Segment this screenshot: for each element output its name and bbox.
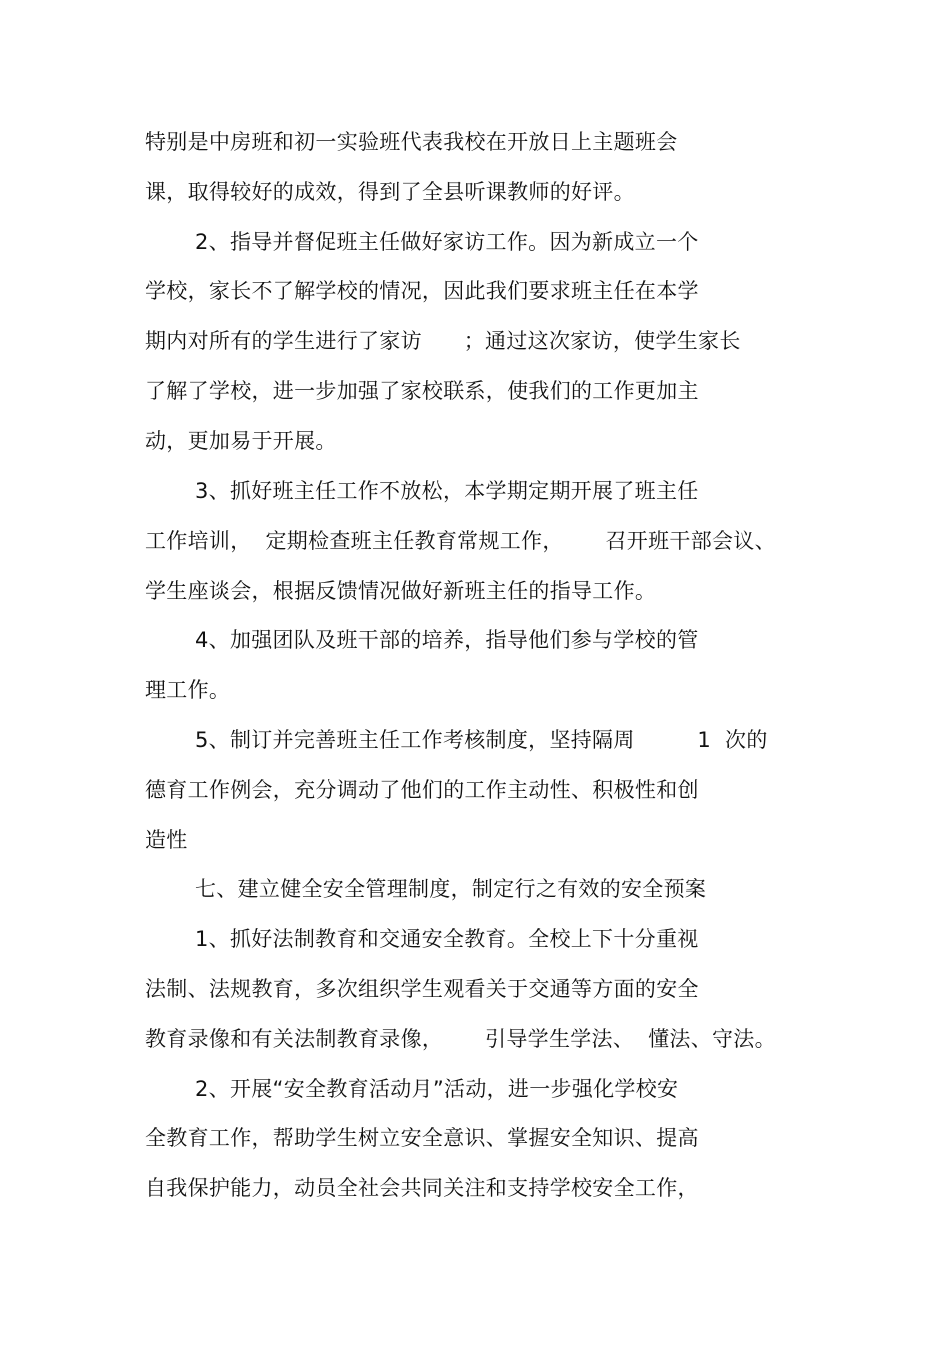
paragraph-line-3: 2、指导并督促班主任做好家访工作。因为新成立一个 [195, 230, 699, 254]
paragraph-line-7: 动，更加易于开展。 [145, 429, 337, 453]
paragraph-line-15: 造性 [145, 828, 188, 852]
paragraph-line-19: 教育录像和有关法制教育录像， 引导学生学法、 懂法、守法。 [145, 1027, 776, 1051]
paragraph-line-8: 3、抓好班主任工作不放松，本学期定期开展了班主任 [195, 479, 699, 503]
paragraph-line-17: 1、抓好法制教育和交通安全教育。全校上下十分重视 [195, 927, 699, 951]
paragraph-line-9: 工作培训， 定期检查班主任教育常规工作， 召开班干部会议、 [145, 529, 776, 553]
section-heading: 七、建立健全安全管理制度，制定行之有效的安全预案 [195, 877, 707, 901]
paragraph-line-1: 特别是中房班和初一实验班代表我校在开放日上主题班会 [145, 130, 678, 154]
paragraph-line-10: 学生座谈会，根据反馈情况做好新班主任的指导工作。 [145, 579, 657, 603]
paragraph-line-14: 德育工作例会，充分调动了他们的工作主动性、积极性和创 [145, 778, 699, 802]
paragraph-line-18: 法制、法规教育，多次组织学生观看关于交通等方面的安全 [145, 977, 699, 1001]
paragraph-line-6: 了解了学校，进一步加强了家校联系，使我们的工作更加主 [145, 379, 699, 403]
paragraph-line-12: 理工作。 [145, 678, 231, 702]
paragraph-line-4: 学校，家长不了解学校的情况，因此我们要求班主任在本学 [145, 279, 699, 303]
paragraph-line-22: 自我保护能力，动员全社会共同关注和支持学校安全工作， [145, 1176, 699, 1200]
paragraph-line-5: 期内对所有的学生进行了家访 ；通过这次家访，使学生家长 [145, 329, 741, 353]
paragraph-line-20: 2、开展“安全教育活动月”活动，进一步强化学校安 [195, 1077, 679, 1101]
paragraph-line-11: 4、加强团队及班干部的培养，指导他们参与学校的管 [195, 628, 699, 652]
paragraph-line-2: 课，取得较好的成效，得到了全县听课教师的好评。 [145, 180, 635, 204]
paragraph-line-21: 全教育工作，帮助学生树立安全意识、掌握安全知识、提高 [145, 1126, 699, 1150]
paragraph-line-13: 5、制订并完善班主任工作考核制度，坚持隔周 1 次的 [195, 728, 768, 752]
